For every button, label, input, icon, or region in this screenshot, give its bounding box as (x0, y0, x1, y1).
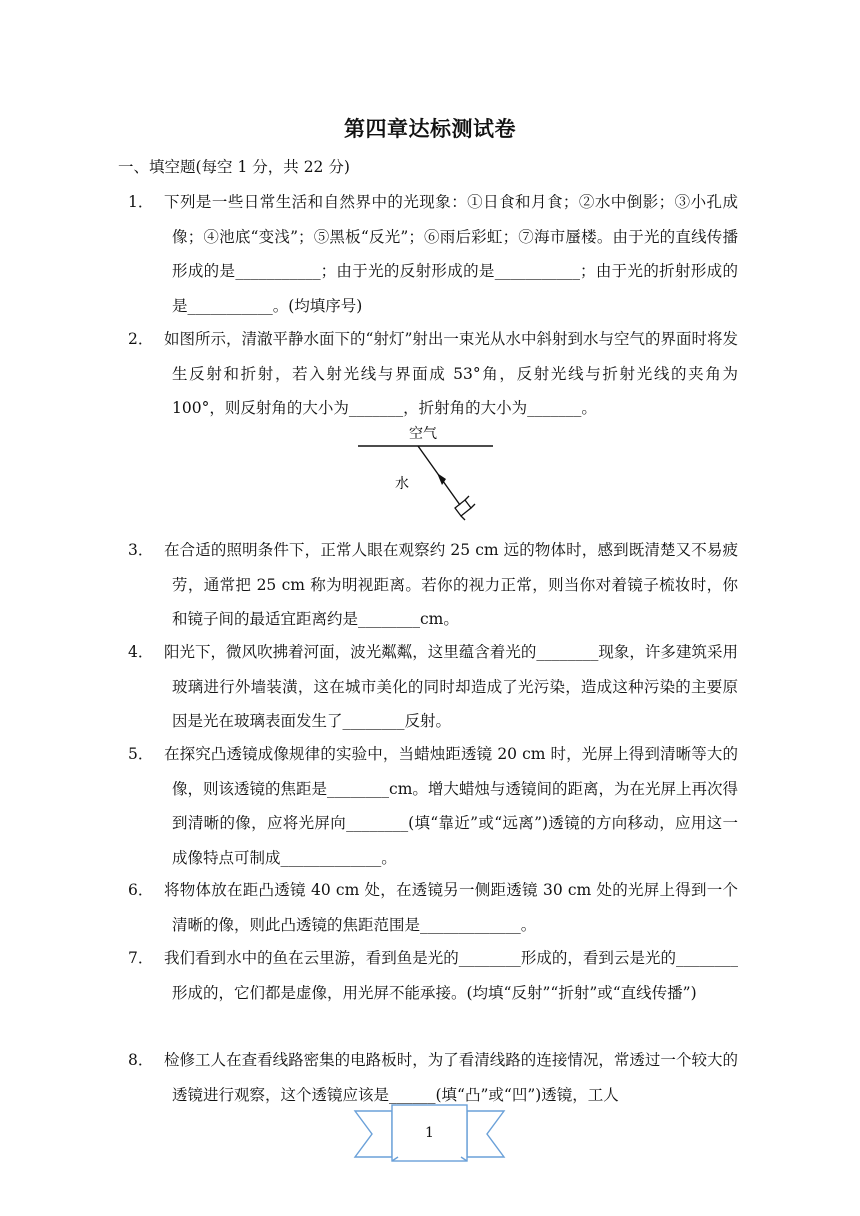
spotlight-icon (455, 496, 475, 520)
question-2 (128, 322, 738, 426)
question-number: 6． (128, 881, 154, 899)
water-label: 水 (395, 475, 409, 491)
page-title: 第四章达标测试卷 (344, 117, 516, 141)
question-7 (128, 941, 738, 1010)
question-number: 5． (128, 745, 154, 763)
question-number: 1． (128, 193, 154, 211)
page-number-ribbon (352, 1103, 507, 1165)
question-6 (128, 873, 738, 942)
question-text: 我们看到水中的鱼在云里游，看到鱼是光的________形成的，看到云是光的________形成的，它们都是虚像，用光屏不能承接。(均填“反射”“折射”或“直线传播”) (164, 949, 738, 1002)
question-1 (128, 185, 738, 323)
refraction-diagram (355, 420, 505, 530)
question-text: 在探究凸透镜成像规律的实验中，当蜡烛距透镜 20 cm 时，光屏上得到清晰等大的像，则该透镜的焦距是________cm。增大蜡烛与透镜间的距离，为在光屏上再次得到清晰的像，应将光屏向________(填“靠近”或“远离”)透镜的方向移动，应用这一成像特点可制成_____________。 (164, 745, 738, 867)
question-number: 4． (128, 643, 154, 661)
question-4 (128, 635, 738, 739)
question-8 (128, 1043, 738, 1112)
question-number: 3． (128, 541, 154, 559)
question-3 (128, 533, 738, 637)
question-text: 在合适的照明条件下，正常人眼在观察约 25 cm 远的物体时，感到既清楚又不易疲劳，通常把 25 cm 称为明视距离。若你的视力正常，则当你对着镜子梳妆时，你和镜子间的最适宜距离约是________cm。 (164, 541, 738, 628)
question-5 (128, 737, 738, 875)
question-number: 2． (128, 330, 154, 348)
question-number: 7． (128, 949, 154, 967)
question-text: 将物体放在距凸透镜 40 cm 处，在透镜另一侧距透镜 30 cm 处的光屏上得到一个清晰的像，则此凸透镜的焦距范围是_____________。 (164, 881, 738, 934)
air-label: 空气 (409, 425, 437, 441)
question-text: 阳光下，微风吹拂着河面，波光粼粼，这里蕴含着光的________现象，许多建筑采用玻璃进行外墙装潢，这在城市美化的同时却造成了光污染，造成这种污染的主要原因是光在玻璃表面发生了________反射。 (164, 643, 738, 730)
question-text: 如图所示，清澈平静水面下的“射灯”射出一束光从水中斜射到水与空气的界面时将发生反射和折射，若入射光线与界面成 53°角，反射光线与折射光线的夹角为 100°，则反射角的大小为_______，折射角的大小为_______。 (164, 330, 738, 417)
question-number: 8． (128, 1051, 154, 1069)
question-text: 下列是一些日常生活和自然界中的光现象：①日食和月食；②水中倒影；③小孔成像；④池底“变浅”；⑤黑板“反光”；⑥雨后彩虹；⑦海市蜃楼。由于光的直线传播形成的是___________；由于光的反射形成的是___________；由于光的折射形成的是___________。(均填序号) (164, 193, 738, 315)
page-number: 1 (425, 1125, 434, 1141)
section-heading: 一、填空题(每空 1 分，共 22 分) (118, 158, 350, 176)
question-text: 检修工人在查看线路密集的电路板时，为了看清线路的连接情况，常透过一个较大的透镜进行观察，这个透镜应该是______(填“凸”或“凹”)透镜，工人 (164, 1051, 738, 1104)
